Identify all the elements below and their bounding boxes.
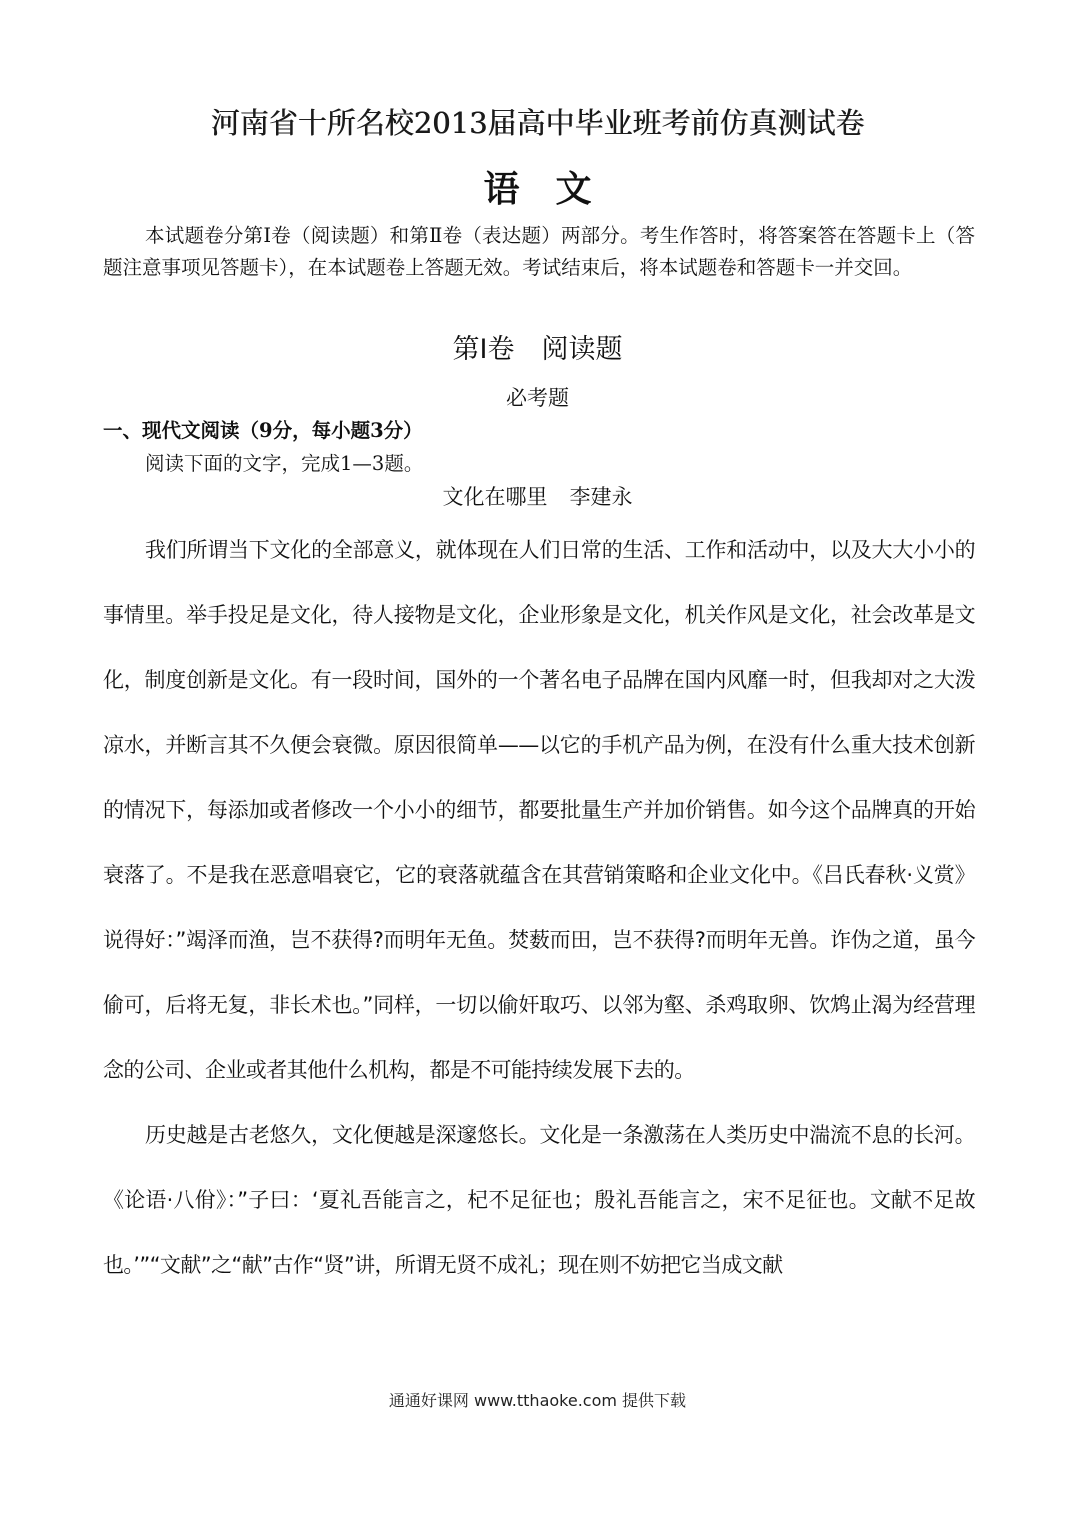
required-heading: 必考题 xyxy=(506,386,569,410)
exam-intro: 本试题卷分第Ⅰ卷（阅读题）和第Ⅱ卷（表达题）两部分。考生作答时，将答案答在答题卡上（答题注意事项见答题卡），在本试题卷上答题无效。考试结束后，将本试题卷和答题卡一并交回。 xyxy=(103,224,975,279)
page-footer: 通通好课网 www.tthaoke.com 提供下载 xyxy=(388,1391,687,1410)
article-paragraph-1: 我们所谓当下文化的全部意义，就体现在人们日常的生活、工作和活动中，以及大大小小的事情里。举手投足是文化，待人接物是文化，企业形象是文化，机关作风是文化，社会改革是文化，制度创新是文化。有一段时间，国外的一个著名电子品牌在国内风靡一时，但我却对之大泼凉水，并断言其不久便会衰微。原因很简单——以它的手机产品为例，在没有什么重大技术创新的情况下，每添加或者修改一个小小的细节，都要批量生产并加价销售。如今这个品牌真的开始衰落了。不是我在恶意唱衰它，它的衰落就蕴含在其营销策略和企业文化中。《吕氏春秋·义赏》说得好：”竭泽而渔，岂不获得?而明年无鱼。焚薮而田，岂不获得?而明年无兽。诈伪之道，虽今偷可，后将无复，非长术也。”同样，一切以偷奸取巧、以邻为壑、杀鸡取卵、饮鸩止渴为经营理念的公司、企业或者其他什么机构，都是不可能持续发展下去的。 xyxy=(103,538,975,1082)
article-body xyxy=(103,518,975,1298)
article-author: 李建永 xyxy=(569,485,633,509)
article-title: 文化在哪里 xyxy=(442,485,548,509)
exam-title: 河南省十所名校2013届高中毕业班考前仿真测试卷 xyxy=(210,106,865,140)
section-heading: 一、现代文阅读（9分，每小题3分） xyxy=(103,419,423,442)
subject-title: 语文 xyxy=(483,168,628,210)
part-heading: 第Ⅰ卷 阅读题 xyxy=(452,334,623,365)
article-title-line xyxy=(0,481,1075,513)
article-paragraph-2: 历史越是古老悠久，文化便越是深邃悠长。文化是一条激荡在人类历史中湍流不息的长河。《论语·八佾》：”子曰：‘夏礼吾能言之，杞不足征也；殷礼吾能言之，宋不足征也。文献不足故也。’”“文献”之“献”古作“贤”讲，所谓无贤不成礼；现在则不妨把它当成文献 xyxy=(103,1123,975,1277)
reading-instruction: 阅读下面的文字，完成1—3题。 xyxy=(145,452,424,475)
